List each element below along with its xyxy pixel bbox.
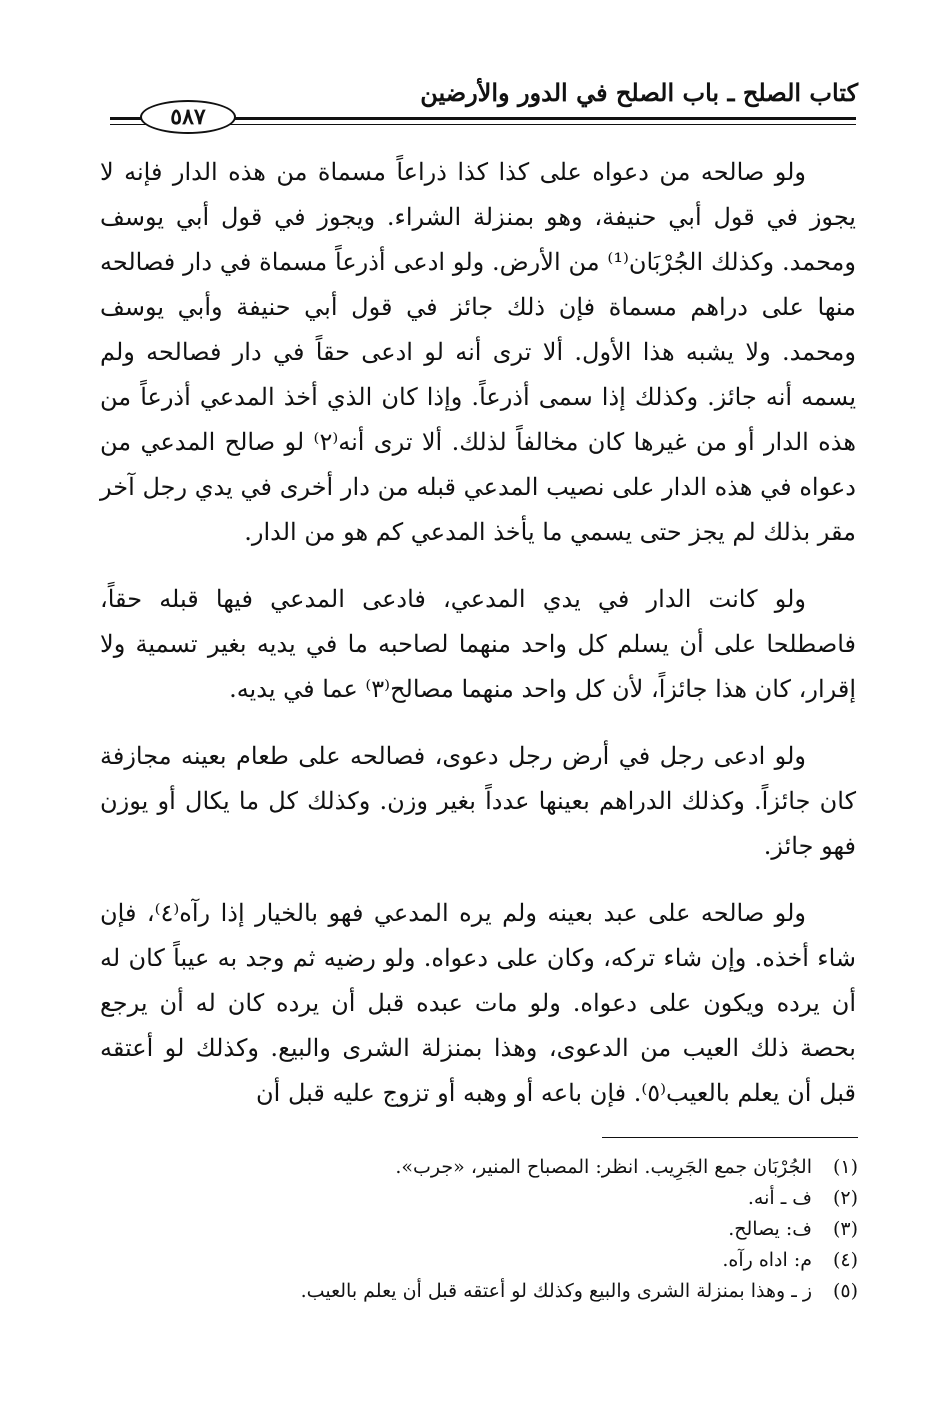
footnote [158,1276,858,1307]
footnote-number: (٥) [832,1280,858,1302]
paragraph: ولو كانت الدار في يدي المدعي، فادعى المدعي فيها قبله حقاً، فاصطلحا على أن يسلم كل واحد منهما لصاحبه ما في يديه بغير تسمية ولا إقرار، كان هذا جائزاً، لأن كل واحد منهما مصالح⁽٣⁾ عما في يديه. [100,585,856,703]
running-header-title: كتاب الصلح ـ باب الصلح في الدور والأرضين [420,78,858,107]
paragraph: ولو صالحه من دعواه على كذا كذا ذراعاً مسماة من هذه الدار فإنه لا يجوز في قول أبي حنيفة، وهو بمنزلة الشراء. ويجوز في قول أبي يوسف ومحمد. وكذلك الجُرْبَان⁽¹⁾ من الأرض. ولو ادعى أذرعاً مسماة في دار فصالحه منها على دراهم مسماة فإن ذلك جائز في قول أبي حنيفة وأبي يوسف ومحمد. ولا يشبه هذا الأول. ألا ترى أنه لو ادعى حقاً في دار فصالحه ولم يسمه أنه جائز. وكذلك إذا سمى أذرعاً. وإذا كان الذي أخذ المدعي أذرعاً من هذه الدار أو من غيرها كان مخالفاً لذلك. ألا ترى أنه⁽٢⁾ لو صالح المدعي من دعواه في هذه الدار على نصيب المدعي قبله من دار أخرى في يدي رجل آخر مقر بذلك لم يجز حتى يسمي ما يأخذ المدعي كم هو من الدار. [100,158,857,546]
footnote [158,1152,858,1183]
body-text [100,150,856,1138]
footnote [158,1183,858,1214]
footnote-number: (١) [832,1156,858,1178]
paragraph: ولو ادعى رجل في أرض رجل دعوى، فصالحه على طعام بعينه مجازفة كان جائزاً. وكذلك الدراهم بعينها عدداً بغير وزن. وكذلك كل ما يكال أو يوزن فهو جائز. [100,742,856,860]
footnote [158,1245,858,1276]
footnote-text: ف ـ أنه. [747,1187,812,1209]
footnote-text: ز ـ وهذا بمنزلة الشرى والبيع وكذلك لو أعتقه قبل أن يعلم بالعيب. [300,1280,812,1302]
footnote-number: (٣) [832,1218,858,1240]
footnote-number: (٤) [832,1249,858,1271]
footnote-text: الجُرْبَان جمع الجَرِيب. انظر: المصباح المنير، «جرب». [395,1156,812,1178]
footnote-text: ف: يصالح. [728,1218,812,1240]
footnotes [158,1152,858,1307]
page-number-badge [140,100,236,134]
paragraph: ولو صالحه على عبد بعينه ولم يره المدعي فهو بالخيار إذا رآه⁽٤⁾، فإن شاء أخذه. وإن شاء تركه، وكان على دعواه. ولو رضيه ثم وجد به عيباً كان له أن يرده ويكون على دعواه. ولو مات عبده قبل أن يرده كان له أن يرجع بحصة ذلك العيب من الدعوى، وهذا بمنزلة الشرى والبيع. وكذلك لو أعتقه قبل أن يعلم بالعيب⁽٥⁾. فإن باعه أو وهبه أو تزوج عليه قبل أن [100,899,857,1107]
page-number: ٥٨٧ [170,104,206,130]
footnote-text: م: اداه رآه. [722,1249,812,1271]
footnote-separator [602,1137,858,1138]
footnote [158,1214,858,1245]
footnote-number: (٢) [832,1187,858,1209]
